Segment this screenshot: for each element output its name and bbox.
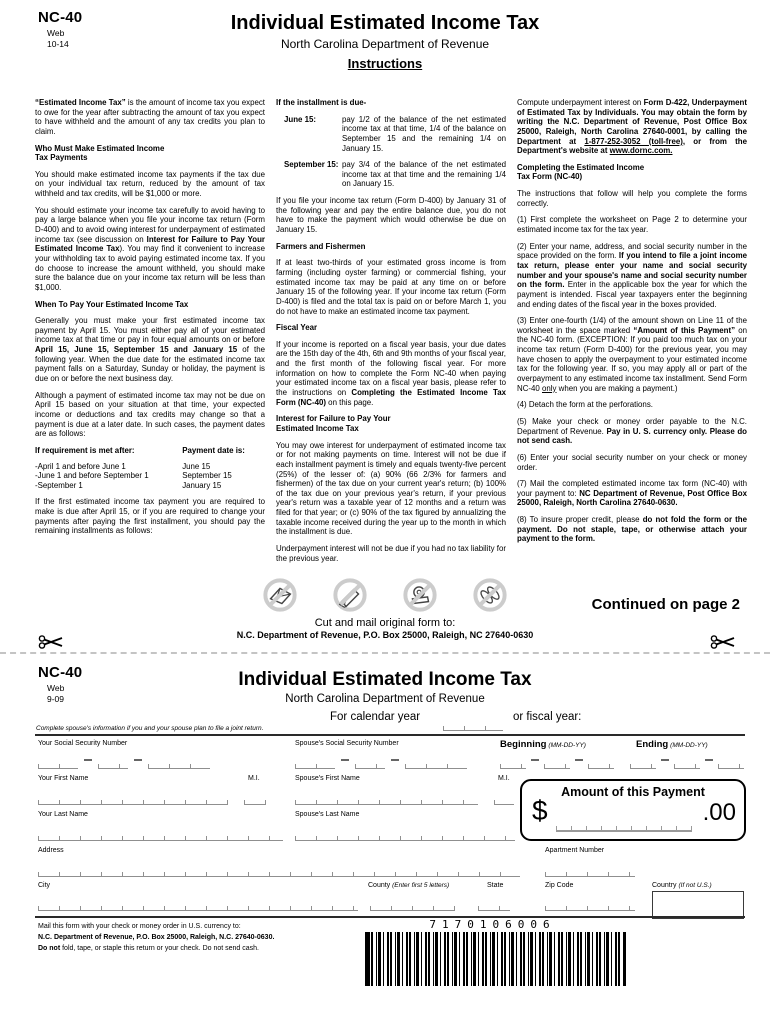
installment-label: June 15: <box>284 114 317 124</box>
text-run: April 15, June 15, September 15 and January 15 <box>35 345 238 355</box>
form-id: NC-40 <box>38 664 83 681</box>
dash-separator <box>391 759 399 761</box>
cut-note-line2: N.C. Department of Revenue, P.O. Box 25000, Raleigh, NC 27640-0630 <box>236 630 534 640</box>
text-run: (6) Enter your social security number on your check or money order. <box>517 452 747 472</box>
text-run: “Estimated Income Tax” <box>35 98 126 107</box>
paragraph <box>517 242 747 309</box>
paragraph <box>276 258 506 316</box>
dash-separator <box>661 759 669 761</box>
table-cell: -April 1 and before June 1 <box>35 461 126 471</box>
comb-segment <box>148 759 210 769</box>
section-heading: Who Must Make Estimated Income Tax Payments <box>35 143 165 163</box>
instructions-column-2 <box>276 98 506 638</box>
paragraph <box>517 189 747 208</box>
last-name-label: Your Last Name <box>38 811 88 818</box>
section-heading: Interest for Failure to Pay Your Estimated Income Tax <box>276 414 391 433</box>
mi-label-self: M.I. <box>248 775 260 782</box>
first-name-label: Your First Name <box>38 775 89 782</box>
comb-segment <box>38 759 78 769</box>
text-run: You may owe interest for underpayment of estimated income tax or for not making payments on time. Interest will not be due if each installment payment is timely and equals twenty-five percent (25%) of the lesser of: (a) 90% (66 2/3% for farmers and fishermen) of the tax due on your current year's return; (b) 100% of the tax due on your previous year's return, if your previous year's return was a taxable year of 12 months and a return was filed for that year; or (c) 90% of the tax figured by annualizing the taxable income received during the year up to the month in which the installment is due. <box>276 440 506 537</box>
paragraph <box>517 400 747 410</box>
dash-separator <box>134 759 142 761</box>
table-header-cell: Payment date is: <box>182 445 245 455</box>
comb-segment <box>544 759 570 769</box>
beginning-format-note: (MM-DD-YY) <box>548 742 586 749</box>
text-run: (4) Detach the form at the perforations. <box>517 400 653 410</box>
text-run: 1-877-252-3052 (toll-free) <box>584 136 683 146</box>
paragraph <box>35 497 265 536</box>
text-run: ). You may find it convenient to increase your withholding tax to avoid paying estimated income tax. If you do choose to increase the amount withheld, you should make sure the balance due on your income tax return will be less than $1,000. <box>35 244 266 292</box>
form-revision: 10-14 <box>47 38 69 49</box>
text-run: Interest for Failure to Pay Your Estimated Income Tax <box>35 234 265 254</box>
table-cell: -September 1 <box>35 480 83 490</box>
beginning-label-text: Beginning <box>500 739 547 750</box>
comb-segment <box>500 759 526 769</box>
calendar-year-label: For calendar year <box>330 711 421 723</box>
amount-field[interactable] <box>556 821 692 832</box>
instructions-columns <box>35 98 747 638</box>
zip-label: Zip Code <box>545 882 574 889</box>
paragraph <box>517 215 747 234</box>
paragraph <box>276 441 506 537</box>
comb-segment <box>588 759 614 769</box>
paragraph <box>35 316 265 383</box>
zip-field[interactable] <box>545 901 635 911</box>
mi-field-self[interactable] <box>244 795 266 805</box>
comb-segment <box>674 759 700 769</box>
paragraph <box>276 196 506 235</box>
spouse-last-name-field[interactable] <box>295 831 515 841</box>
text-run: (3) Enter one-fourth (1/4) of the amount shown on Line 11 of the worksheet in the space marked <box>517 316 747 335</box>
form-version: Web <box>47 27 65 38</box>
instructions-column-3 <box>517 98 747 638</box>
paragraph <box>35 391 265 439</box>
dash-separator <box>531 759 539 761</box>
installment-item <box>276 115 506 154</box>
text-run: (5) Make your check or money order payable to the N.C. Department of Revenue. <box>517 416 747 436</box>
country-label <box>652 882 712 889</box>
last-name-field[interactable] <box>38 831 283 841</box>
table-cell: September 15 <box>182 471 232 481</box>
table-row <box>35 471 265 481</box>
dash-separator <box>575 759 583 761</box>
amount-of-payment-box <box>520 779 746 841</box>
calendar-year-field[interactable] <box>443 721 503 731</box>
header <box>0 9 770 71</box>
header <box>0 669 770 705</box>
no-tape-icon <box>403 578 437 612</box>
text-run: Underpayment interest will not be due if you had no tax liability for the previous year. <box>276 543 506 563</box>
no-paperclip-icon <box>473 578 507 612</box>
apartment-label: Apartment Number <box>545 847 605 854</box>
paragraph <box>517 479 747 508</box>
paragraph <box>276 544 506 563</box>
text-run: NC Department of Revenue, Post Office Box 25000, Raleigh, North Carolina 27640-0630. <box>517 488 747 508</box>
city-field[interactable] <box>38 901 358 911</box>
section-heading: When To Pay Your Estimated Income Tax <box>35 299 189 309</box>
comb-segment <box>98 759 128 769</box>
comb-segment <box>405 759 467 769</box>
country-label-text: Country <box>652 882 677 889</box>
mail-line1: Mail this form with your check or money order in U.S. currency to: <box>38 923 241 930</box>
text-run: (7) Mail the completed estimated income tax form (NC-40) with your payment to: <box>517 479 747 498</box>
paragraph <box>35 206 265 293</box>
dash-separator <box>341 759 349 761</box>
spouse-last-name-label: Spouse's Last Name <box>295 811 360 818</box>
ssn-field-spouse[interactable] <box>295 757 467 769</box>
page-title: Individual Estimated Income Tax <box>238 669 532 690</box>
country-note: (If not U.S.) <box>678 882 712 889</box>
state-field[interactable] <box>478 901 510 911</box>
text-run: If the first estimated income tax payment you are required to make is due after April 15, or if you are required to change your payments after paying the first installment, you should pay the remaining installments as follows: <box>35 497 265 536</box>
apartment-field[interactable] <box>545 867 635 877</box>
text-run: , or from the Department's website at <box>517 136 747 156</box>
address-label: Address <box>38 847 64 854</box>
mail-line2: N.C. Department of Revenue, P.O. Box 25000, Raleigh, N.C. 27640-0630. <box>38 934 275 941</box>
text-run: Although a payment of estimated income tax may not be due on April 15 based on your situation at that time, your expected income or deductions and tax credits may change so that a payment is due at a later date. In such cases, the payment dates are as follows: <box>35 390 265 439</box>
text-run: (2) Enter your name, address, and social security number in the space provided on the form. <box>517 241 747 261</box>
text-run: Completing the Estimated Income Tax Form (NC-40) <box>276 388 506 407</box>
scissors-icon <box>38 634 64 650</box>
table-cell: January 15 <box>182 480 222 490</box>
text-run: Compute underpayment interest on <box>517 98 644 107</box>
paragraph <box>517 453 747 472</box>
prohibition-icons <box>0 578 770 612</box>
dollar-sign: $ <box>532 795 548 826</box>
barcode-number: 7170106006 <box>429 918 556 931</box>
county-field[interactable] <box>370 901 455 911</box>
text-run: when you are making a payment.) <box>556 383 678 393</box>
city-label: City <box>38 882 51 889</box>
text-run: You may obtain the form by writing the N.C. Department of Revenue, Post Office Box 25000, Raleigh, North Carolina 27640-0001, by calling the Department at <box>517 107 747 146</box>
scissors-icon <box>710 634 736 650</box>
paragraph <box>35 98 265 137</box>
fiscal-year-label: or fiscal year: <box>513 711 582 723</box>
text-run: . <box>636 107 642 117</box>
ending-label-text: Ending <box>636 739 669 750</box>
barcode <box>365 932 626 986</box>
comb-segment <box>295 759 335 769</box>
text-run: on the NC-40 form. (EXCEPTION: If you paid too much tax on your income tax return (Form D-400) for the previous year, you may have chosen to apply the overpayment to your estimated income tax for the following year. If so, you may apply all or part of the overpayment to any estimated income tax installment. Send Form NC-40 <box>517 325 747 393</box>
date-field-beginning[interactable] <box>500 757 614 769</box>
page-subtitle: North Carolina Department of Revenue <box>285 693 485 705</box>
voucher-form <box>0 655 770 1024</box>
spouse-first-name-field[interactable] <box>295 795 478 805</box>
ssn-field-self[interactable] <box>38 757 210 769</box>
mail-line3 <box>38 943 348 954</box>
section-heading: Farmers and Fishermen <box>276 241 366 251</box>
mi-field-spouse[interactable] <box>494 795 514 805</box>
form-id: NC-40 <box>38 9 83 26</box>
amount-title: Amount of this Payment <box>561 785 705 799</box>
paragraph <box>276 340 506 407</box>
ending-format-note: (MM-DD-YY) <box>670 742 708 749</box>
beginning-date-label <box>500 739 586 750</box>
paragraph <box>517 417 747 446</box>
table-header-cell: If requirement is met after: <box>35 445 135 455</box>
ssn-self-label: Your Social Security Number <box>38 740 128 747</box>
text-run: is the amount of income tax you expect to owe for the year after subtracting the amount of tax you expect to have withheld and the amount of any tax credits you plan to claim. <box>35 98 266 136</box>
cut-note-line1: Cut and mail original form to: <box>314 617 456 629</box>
text-run: do not fold the form or the payment. Do not staple, tape, or otherwise attach your payment to the form. <box>517 515 747 544</box>
table-cell: June 15 <box>182 461 211 471</box>
installment-label: September 15: <box>284 160 339 170</box>
text-run: Enter in the applicable box the year for which the payment is intended. Fiscal year taxpayers enter the beginning and ending dates of the fiscal year in the boxes provided. <box>517 280 747 309</box>
instructions-column-1 <box>35 98 265 638</box>
cut-and-mail-block <box>0 578 770 640</box>
installment-text: pay 3/4 of the balance of the net estimated income tax at that time and the remaining 1/4 on January 15. <box>342 160 506 189</box>
spouse-first-name-label: Spouse's First Name <box>295 775 360 782</box>
table-row <box>35 481 265 491</box>
text-run: The instructions that follow will help you complete the forms correctly. <box>517 189 747 208</box>
comb-segment <box>630 759 656 769</box>
text-run: www.dornc.com. <box>609 146 673 156</box>
comb-segment <box>355 759 385 769</box>
text-run: If you file your income tax return (Form D-400) by January 31 of the following year and pay the entire balance due, you do not have to make the payment which would otherwise be due on January 15. <box>276 196 506 235</box>
date-field-ending[interactable] <box>630 757 744 769</box>
payment-dates-table <box>35 446 265 491</box>
comb-segment <box>718 759 744 769</box>
country-box[interactable] <box>652 891 744 919</box>
cents-label: .00 <box>702 799 736 826</box>
installment-text: pay 1/2 of the balance of the net estimated income tax at that time, 1/4 of the balance on September 15 and the remaining 1/4 on January 15. <box>342 114 506 153</box>
first-name-field[interactable] <box>38 795 228 805</box>
table-row <box>35 462 265 472</box>
ssn-spouse-label: Spouse's Social Security Number <box>295 740 399 747</box>
text-run: “Amount of this Payment” <box>633 325 736 335</box>
text-run: (1) First complete the worksheet on Page 2 to determine your estimated income tax for the tax year. <box>517 215 747 235</box>
table-cell: -June 1 and before September 1 <box>35 471 149 481</box>
text-run: Generally you must make your first estimated income tax payment by April 15. You must either pay all of your estimated income tax at that time or pay in four equal amounts on or before <box>35 316 265 345</box>
cut-perforation-line <box>0 652 770 654</box>
installment-item <box>276 160 506 189</box>
paragraph <box>35 170 265 199</box>
text-run: Pay in U. S. currency only. Please do not send cash. <box>517 426 747 446</box>
text-run: You should make estimated income tax payments if the tax due on your individual tax return, reduced by the amount of tax withheld and tax credits, will be $1,000 or more. <box>35 169 265 199</box>
paragraph <box>517 316 747 393</box>
address-field[interactable] <box>38 867 520 877</box>
text-run: If your income is reported on a fiscal year basis, your due dates are the 15th day of the 4th, 6th and 9th months of your fiscal year, and the first month of the following fiscal year. For more information on how to complete the Form NC-40 when paying your estimated income tax on a fiscal year basis, please refer to the instructions on <box>276 339 506 398</box>
mail-line3-rest: fold, tape, or staple this return or your check. Do not send cash. <box>60 945 259 952</box>
mi-label-spouse: M.I. <box>498 775 510 782</box>
ending-date-label <box>636 739 708 750</box>
section-heading: If the installment is due- <box>276 98 367 107</box>
divider-rule <box>35 734 745 736</box>
paragraph <box>517 98 747 156</box>
mail-line3-bold: Do not <box>38 945 61 952</box>
text-run: You should estimate your income tax carefully to avoid having to pay a large balance when you file your income tax return (Form D-400) and to avoid owing interest for underpayment of estimated income tax (see discussion on <box>35 205 265 244</box>
text-run: If you intend to file a joint income tax return, please enter your name and social security number and your spouse's name and social security number on the form. <box>517 251 747 290</box>
section-heading: Fiscal Year <box>276 323 318 333</box>
mail-instructions <box>38 921 348 954</box>
county-note: (Enter first 5 letters) <box>392 882 450 889</box>
paragraph <box>517 515 747 544</box>
form-version: Web <box>47 682 65 693</box>
page-title: Individual Estimated Income Tax <box>230 12 540 34</box>
page-subtitle: North Carolina Department of Revenue <box>280 37 490 51</box>
joint-return-note: Complete spouse's information if you and your spouse plan to file a joint return. <box>36 725 264 732</box>
text-run: (8) To insure proper credit, please <box>517 515 643 525</box>
text-run: If at least two-thirds of your estimated gross income is from farming (including oyster farming) or commercial fishing, your estimated income tax may be paid at any time on or before January 15 of the following year. If your income tax return (Form D-400) is filed and the total tax is paid on or before March 1, you do not have to make an estimated income tax payment. <box>276 258 506 316</box>
table-header-row <box>35 446 265 456</box>
dash-separator <box>705 759 713 761</box>
text-run: only <box>542 383 557 393</box>
section-heading: Completing the Estimated Income Tax Form (NC-40) <box>517 162 645 182</box>
text-run: on this page. <box>325 397 374 407</box>
county-label-text: County <box>368 882 391 889</box>
county-label <box>368 882 449 889</box>
dash-separator <box>84 759 92 761</box>
instructions-heading: Instructions <box>347 56 423 71</box>
text-run: Form D-422, Underpayment of Estimated Tax by Individuals <box>517 98 747 117</box>
state-label: State <box>487 882 504 889</box>
continued-note: Continued on page 2 <box>591 596 740 613</box>
no-fold-icon <box>263 578 297 612</box>
no-staple-icon <box>333 578 367 612</box>
form-revision: 9-09 <box>47 693 65 704</box>
text-run: of the following year. When the due date for the estimated income tax payment falls on a Saturday, Sunday or holiday, the payment is due on or before the next business day. <box>35 345 266 384</box>
